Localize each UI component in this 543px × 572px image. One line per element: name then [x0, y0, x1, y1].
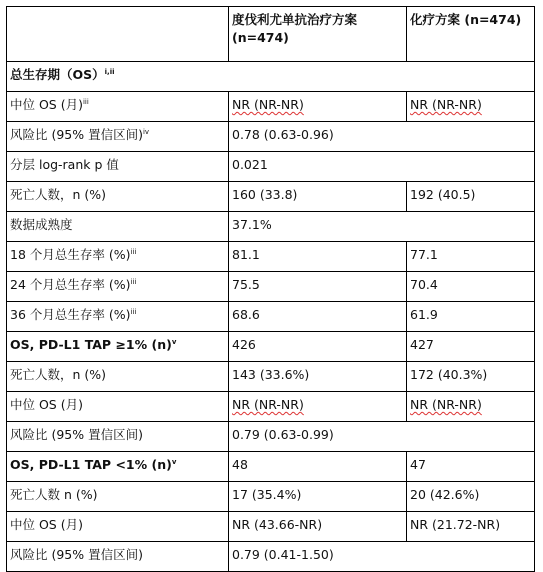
durvalumab-value-cell-value: 68.6: [232, 307, 260, 322]
merged-value-cell-value: 0.78 (0.63-0.96): [232, 127, 334, 142]
footnote-marker: v: [171, 337, 177, 346]
results-table-container: [6, 6, 535, 572]
chemotherapy-value-cell-value: 47: [410, 457, 426, 472]
durvalumab-value-cell-value: NR (NR-NR): [232, 397, 304, 412]
table-row: [7, 212, 535, 242]
table-row: [7, 512, 535, 542]
merged-value-cell: [229, 212, 535, 242]
table-row: [7, 92, 535, 122]
table-header-row: [7, 7, 535, 62]
row-label: 中位 OS (月): [10, 97, 83, 112]
merged-value-cell: [229, 422, 535, 452]
row-label: 数据成熟度: [10, 217, 73, 232]
table-row: [7, 542, 535, 572]
row-label: 总生存期（OS）: [10, 67, 105, 82]
row-label-cell: [7, 182, 229, 212]
chemotherapy-value-cell-value: 172 (40.3%): [410, 367, 488, 382]
chemotherapy-value-cell-value: NR (21.72-NR): [410, 517, 501, 532]
row-label: 中位 OS (月): [10, 517, 83, 532]
table-row: [7, 272, 535, 302]
durvalumab-value-cell: [229, 452, 407, 482]
row-label-cell: [7, 512, 229, 542]
chemotherapy-value-cell-value: 20 (42.6%): [410, 487, 480, 502]
durvalumab-value-cell: [229, 332, 407, 362]
row-label-cell: [7, 62, 535, 92]
row-label: 分层 log-rank p 值: [10, 157, 119, 172]
durvalumab-value-cell: [229, 302, 407, 332]
footnote-marker: v: [171, 457, 177, 466]
merged-value-cell-value: 37.1%: [232, 217, 272, 232]
row-label: 24 个月总生存率 (%): [10, 277, 131, 292]
durvalumab-value-cell: [229, 272, 407, 302]
chemotherapy-value-cell: [407, 392, 535, 422]
table-row: [7, 182, 535, 212]
row-label: 死亡人数 n (%): [10, 487, 98, 502]
table-row: [7, 332, 535, 362]
chemotherapy-value-cell: [407, 452, 535, 482]
durvalumab-value-cell-value: NR (43.66-NR): [232, 517, 323, 532]
chemotherapy-value-cell-value: 77.1: [410, 247, 438, 262]
table-row: [7, 362, 535, 392]
chemotherapy-value-cell-value: 427: [410, 337, 434, 352]
durvalumab-value-cell-value: 143 (33.6%): [232, 367, 310, 382]
chemotherapy-value-cell: [407, 302, 535, 332]
durvalumab-value-cell-value: 75.5: [232, 277, 260, 292]
durvalumab-value-cell: [229, 242, 407, 272]
chemotherapy-value-cell-value: 61.9: [410, 307, 438, 322]
footnote-marker: iii: [130, 307, 137, 316]
row-label-cell: [7, 392, 229, 422]
table-row: [7, 242, 535, 272]
footnote-marker: iv: [142, 127, 150, 136]
header-cell-empty: [7, 7, 229, 62]
chemotherapy-value-cell: [407, 512, 535, 542]
durvalumab-value-cell: [229, 392, 407, 422]
durvalumab-value-cell-value: NR (NR-NR): [232, 97, 304, 112]
row-label: 36 个月总生存率 (%): [10, 307, 131, 322]
chemotherapy-value-cell: [407, 362, 535, 392]
durvalumab-value-cell: [229, 92, 407, 122]
row-label-cell: [7, 542, 229, 572]
header-cell-chemotherapy: 化疗方案 (n=474): [407, 7, 535, 62]
row-label-cell: [7, 92, 229, 122]
chemotherapy-value-cell-value: 70.4: [410, 277, 438, 292]
overall-survival-table: [6, 6, 535, 572]
table-row: [7, 452, 535, 482]
table-row: [7, 392, 535, 422]
row-label-cell: [7, 332, 229, 362]
chemotherapy-value-cell-value: NR (NR-NR): [410, 97, 482, 112]
merged-value-cell: [229, 542, 535, 572]
table-row: [7, 422, 535, 452]
chemotherapy-value-cell: [407, 482, 535, 512]
durvalumab-value-cell-value: 17 (35.4%): [232, 487, 302, 502]
row-label: 死亡人数，n (%): [10, 367, 107, 382]
chemotherapy-value-cell: [407, 272, 535, 302]
row-label-cell: [7, 212, 229, 242]
durvalumab-value-cell-value: 48: [232, 457, 248, 472]
merged-value-cell-value: 0.021: [232, 157, 268, 172]
chemotherapy-value-cell-value: 192 (40.5): [410, 187, 476, 202]
durvalumab-value-cell-value: 81.1: [232, 247, 260, 262]
merged-value-cell: [229, 152, 535, 182]
footnote-marker: i,ii: [104, 67, 115, 76]
row-label-cell: [7, 482, 229, 512]
row-label: 死亡人数，n (%): [10, 187, 107, 202]
row-label: OS, PD-L1 TAP <1% (n): [10, 457, 172, 472]
row-label-cell: [7, 302, 229, 332]
table-row: [7, 152, 535, 182]
table-row: [7, 482, 535, 512]
row-label-cell: [7, 122, 229, 152]
row-label-cell: [7, 242, 229, 272]
table-row: [7, 302, 535, 332]
row-label: 18 个月总生存率 (%): [10, 247, 131, 262]
chemotherapy-value-cell: [407, 92, 535, 122]
chemotherapy-value-cell: [407, 332, 535, 362]
durvalumab-value-cell-value: 426: [232, 337, 256, 352]
row-label-cell: [7, 362, 229, 392]
chemotherapy-value-cell: [407, 242, 535, 272]
row-label-cell: [7, 422, 229, 452]
durvalumab-value-cell-value: 160 (33.8): [232, 187, 298, 202]
table-row: [7, 122, 535, 152]
row-label: 风险比 (95% 置信区间): [10, 127, 143, 142]
table-row: [7, 62, 535, 92]
merged-value-cell-value: 0.79 (0.41-1.50): [232, 547, 334, 562]
merged-value-cell: [229, 122, 535, 152]
durvalumab-value-cell: [229, 362, 407, 392]
row-label: 中位 OS (月): [10, 397, 83, 412]
row-label: 风险比 (95% 置信区间): [10, 547, 143, 562]
row-label-cell: [7, 152, 229, 182]
row-label: 风险比 (95% 置信区间): [10, 427, 143, 442]
footnote-marker: iii: [82, 97, 89, 106]
chemotherapy-value-cell-value: NR (NR-NR): [410, 397, 482, 412]
footnote-marker: iii: [130, 277, 137, 286]
durvalumab-value-cell: [229, 512, 407, 542]
header-cell-durvalumab: 度伐利尤单抗治疗方案 (n=474): [229, 7, 407, 62]
row-label-cell: [7, 272, 229, 302]
footnote-marker: iii: [130, 247, 137, 256]
durvalumab-value-cell: [229, 482, 407, 512]
row-label-cell: [7, 452, 229, 482]
merged-value-cell-value: 0.79 (0.63-0.99): [232, 427, 334, 442]
durvalumab-value-cell: [229, 182, 407, 212]
chemotherapy-value-cell: [407, 182, 535, 212]
row-label: OS, PD-L1 TAP ≥1% (n): [10, 337, 172, 352]
